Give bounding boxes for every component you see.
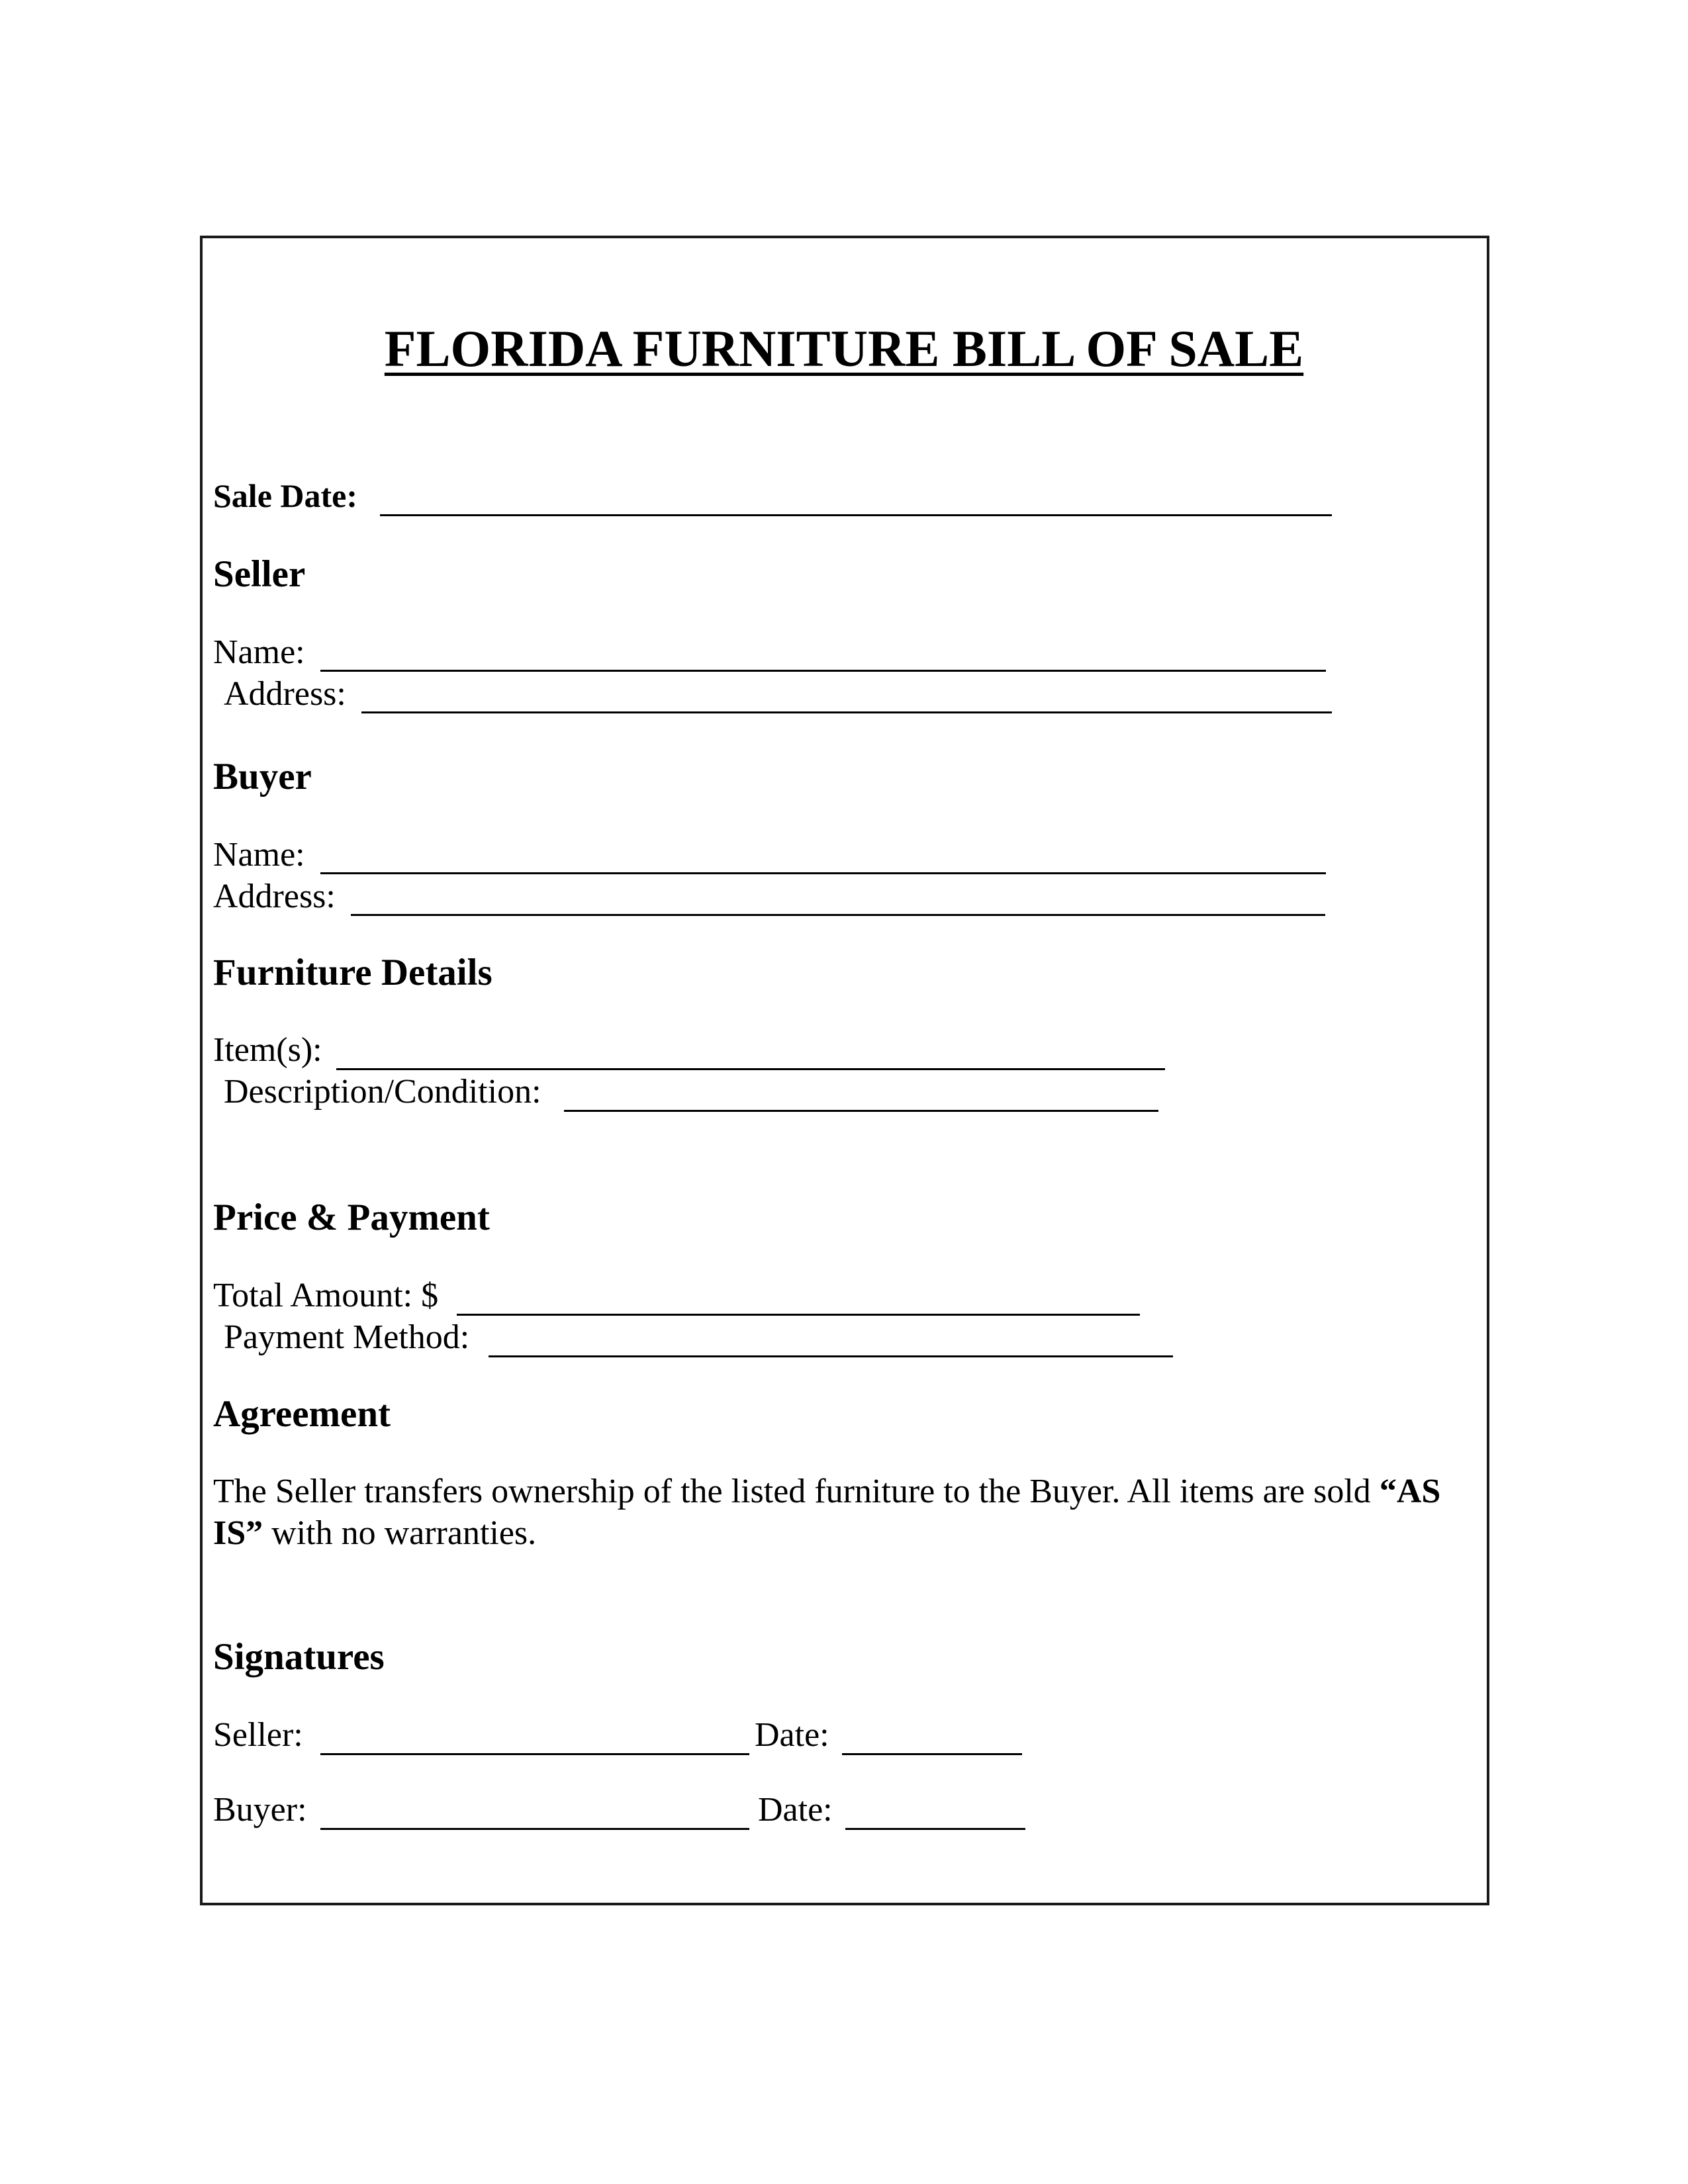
agreement-text-part1: The Seller transfers ownership of the listed furniture to the Buyer. All items are sold	[213, 1473, 1380, 1510]
seller-signature-label: Seller:	[213, 1716, 303, 1754]
buyer-name-field[interactable]	[320, 872, 1326, 874]
payment-method-field[interactable]	[489, 1355, 1173, 1357]
total-amount-field[interactable]	[457, 1314, 1140, 1316]
buyer-heading: Buyer	[213, 756, 312, 797]
buyer-address-label: Address:	[213, 878, 336, 915]
sale-date-label: Sale Date:	[213, 477, 357, 514]
price-payment-heading: Price & Payment	[213, 1197, 490, 1238]
buyer-signature-label: Buyer:	[213, 1791, 307, 1829]
buyer-address-field[interactable]	[351, 914, 1325, 916]
seller-heading: Seller	[213, 553, 306, 595]
form-border	[200, 236, 1489, 1905]
signatures-heading: Signatures	[213, 1636, 385, 1678]
sale-date-field[interactable]	[380, 514, 1332, 516]
seller-name-label: Name:	[213, 633, 305, 671]
buyer-signature-field[interactable]	[320, 1828, 749, 1830]
agreement-text	[213, 1471, 1471, 1554]
buyer-date-field[interactable]	[845, 1828, 1025, 1830]
description-condition-label: Description/Condition:	[224, 1073, 541, 1111]
seller-name-field[interactable]	[320, 670, 1326, 672]
seller-date-label: Date:	[755, 1716, 829, 1754]
total-amount-label: Total Amount: $	[213, 1277, 439, 1314]
items-label: Item(s):	[213, 1031, 322, 1069]
agreement-heading: Agreement	[213, 1393, 391, 1435]
seller-date-field[interactable]	[842, 1753, 1022, 1755]
description-condition-field[interactable]	[564, 1110, 1158, 1112]
as-is-text: “AS IS”	[213, 1473, 1441, 1552]
buyer-date-label: Date:	[758, 1791, 833, 1829]
furniture-details-heading: Furniture Details	[213, 952, 492, 993]
buyer-name-label: Name:	[213, 836, 305, 874]
seller-address-label: Address:	[224, 675, 346, 713]
document-title-text: FLORIDA FURNITURE BILL OF SALE	[384, 320, 1304, 377]
agreement-text-part2: with no warranties.	[263, 1514, 537, 1552]
seller-signature-field[interactable]	[320, 1753, 749, 1755]
items-field[interactable]	[336, 1068, 1165, 1070]
document-title	[0, 320, 1688, 377]
payment-method-label: Payment Method:	[224, 1318, 470, 1356]
seller-address-field[interactable]	[361, 711, 1332, 713]
